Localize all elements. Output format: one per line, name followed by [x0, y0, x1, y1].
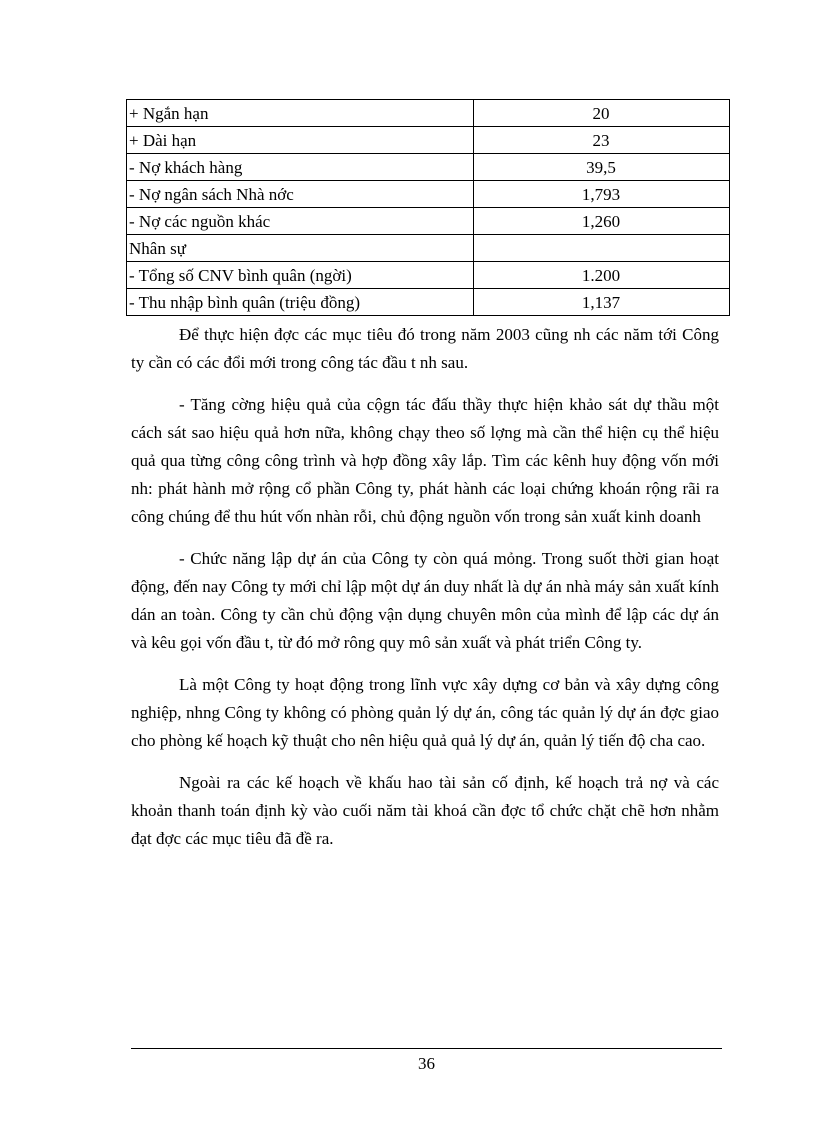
page-number: 36	[418, 1054, 435, 1073]
row-value: 39,5	[474, 154, 730, 181]
row-label: - Nợ các nguồn khác	[127, 208, 474, 235]
row-value: 20	[474, 100, 730, 127]
row-value: 23	[474, 127, 730, 154]
footer-divider	[131, 1048, 722, 1049]
paragraph: Ngoài ra các kế hoạch về khấu hao tài sản cố định, kế hoạch trả nợ và các khoản thanh toán định kỳ vào cuối năm tài khoá cần đợc tổ chức chặt chẽ hơn nhằm đạt đợc các mục tiêu đã đề ra.	[131, 773, 719, 848]
row-value: 1,793	[474, 181, 730, 208]
paragraph: Để thực hiện đợc các mục tiêu đó trong năm 2003 cũng nh các năm tới Công ty cần có các đổi mới trong công tác đầu t nh sau.	[131, 325, 719, 372]
row-value: 1,137	[474, 289, 730, 316]
paragraph: Là một Công ty hoạt động trong lĩnh vực xây dựng cơ bản và xây dựng công nghiệp, nhng Công ty không có phòng quản lý dự án, công tác quản lý dự án đợc giao cho phòng kế hoạch kỹ thuật cho nên hiệu quả quả lý dự án, quản lý tiến độ cha cao.	[131, 675, 719, 750]
table-row	[127, 208, 730, 235]
row-value: 1,260	[474, 208, 730, 235]
table-row	[127, 262, 730, 289]
row-label: Nhân sự	[127, 235, 474, 262]
table-row	[127, 100, 730, 127]
row-label: + Ngắn hạn	[127, 100, 474, 127]
table-row	[127, 181, 730, 208]
row-value	[474, 235, 730, 262]
financial-table	[126, 99, 730, 316]
table-row	[127, 154, 730, 181]
table-row	[127, 289, 730, 316]
table-row	[127, 127, 730, 154]
paragraph: - Chức năng lập dự án của Công ty còn quá mỏng. Trong suốt thời gian hoạt động, đến nay Công ty mới chỉ lập một dự án duy nhất là dự án nhà máy sản xuất kính dán an toàn. Công ty cần chủ động vận dụng chuyên môn của mình để lập các dự án và kêu gọi vốn đầu t, từ đó mở rông quy mô sản xuất và phát triển Công ty.	[131, 549, 719, 652]
body-text	[131, 321, 719, 867]
row-label: - Thu nhập bình quân (triệu đồng)	[127, 289, 474, 316]
row-value: 1.200	[474, 262, 730, 289]
table-row	[127, 235, 730, 262]
row-label: - Tổng số CNV bình quân (ngời)	[127, 262, 474, 289]
row-label: - Nợ ngân sách Nhà nớc	[127, 181, 474, 208]
paragraph: - Tăng cờng hiệu quả của cộgn tác đấu thầy thực hiện khảo sát dự thầu một cách sát sao hiệu quả hơn nữa, không chạy theo số lợng mà cần thể hiện cụ thể hiệu quả qua từng công công trình và hợp đồng xây lắp. Tìm các kênh huy động vốn mới nh: phát hành mở rộng cổ phần Công ty, phát hành các loại chứng khoán rộng rãi ra công chúng để thu hút vốn nhàn rỗi, chủ động nguồn vốn trong sản xuất kinh doanh	[131, 395, 719, 526]
row-label: + Dài hạn	[127, 127, 474, 154]
row-label: - Nợ khách hàng	[127, 154, 474, 181]
